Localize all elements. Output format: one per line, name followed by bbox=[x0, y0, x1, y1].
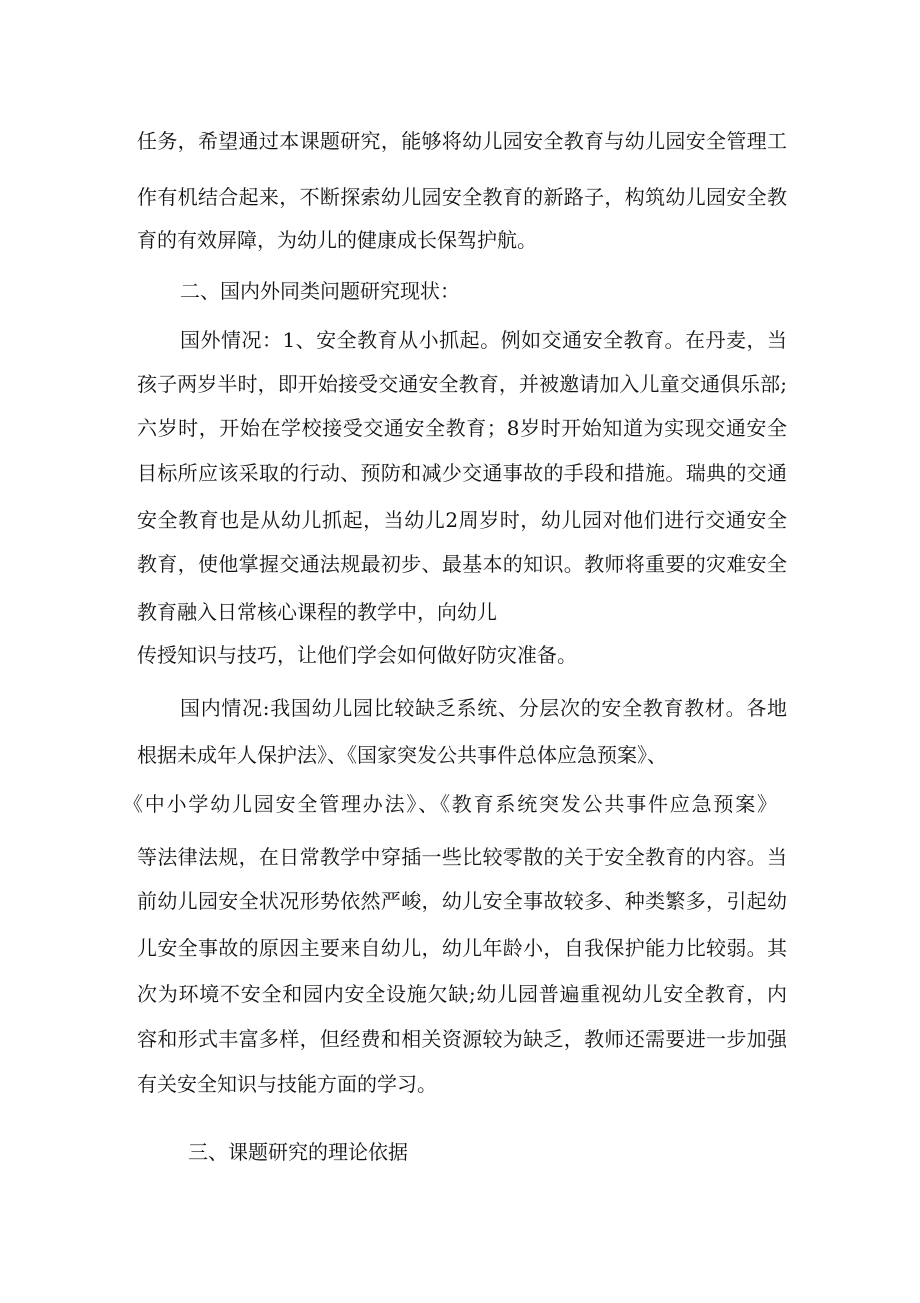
paragraph-line: 教育，使他掌握交通法规最初步、最基本的知识。教师将重要的灾难安全 bbox=[137, 552, 787, 576]
paragraph-line: 六岁时，开始在学校接受交通安全教育；8岁时开始知道为实现交通安全 bbox=[137, 416, 787, 440]
paragraph-line: 前幼儿园安全状况形势依然严峻，幼儿安全事故较多、种类繁多，引起幼 bbox=[137, 889, 787, 913]
paragraph-line: 安全教育也是从幼儿抓起，当幼儿2周岁时，幼儿园对他们进行交通安全 bbox=[137, 508, 787, 532]
paragraph-line: 国内情况:我国幼儿园比较缺乏系统、分层次的安全教育教材。各地 bbox=[180, 696, 787, 720]
paragraph-line: 《中小学幼儿园安全管理办法》、《教育系统突发公共事件应急预案》 bbox=[123, 792, 777, 816]
paragraph-line: 有关安全知识与技能方面的学习。 bbox=[137, 1072, 437, 1096]
paragraph-line: 次为环境不安全和园内安全设施欠缺;幼儿园普遍重视幼儿安全教育，内 bbox=[137, 982, 787, 1006]
paragraph-line: 传授知识与技巧，让他们学会如何做好防灾准备。 bbox=[137, 643, 577, 667]
paragraph-line: 任务，希望通过本课题研究，能够将幼儿园安全教育与幼儿园安全管理工 bbox=[137, 129, 787, 153]
paragraph-line: 作有机结合起来，不断探索幼儿园安全教育的新路子，构筑幼儿园安全教 bbox=[137, 185, 787, 209]
section-heading: 二、国内外同类问题研究现状： bbox=[180, 279, 460, 303]
paragraph-line: 容和形式丰富多样，但经费和相关资源较为缺乏，教师还需要进一步加强 bbox=[137, 1027, 787, 1051]
paragraph-line: 教育融入日常核心课程的教学中，向幼儿 bbox=[137, 600, 497, 624]
paragraph-line: 育的有效屏障，为幼儿的健康成长保驾护航。 bbox=[137, 228, 537, 252]
paragraph-line: 儿安全事故的原因主要来自幼儿，幼儿年龄小，自我保护能力比较弱。其 bbox=[137, 936, 787, 960]
paragraph-line: 根据未成年人保护法》、《国家突发公共事件总体应急预案》、 bbox=[137, 743, 667, 767]
paragraph-line: 孩子两岁半时，即开始接受交通安全教育，并被邀请加入儿童交通俱乐部; bbox=[137, 372, 787, 396]
paragraph-line: 国外情况：1、安全教育从小抓起。例如交通安全教育。在丹麦，当 bbox=[180, 328, 787, 352]
paragraph-line: 等法律法规，在日常教学中穿插一些比较零散的关于安全教育的内容。当 bbox=[137, 845, 787, 869]
section-heading: 三、课题研究的理论依据 bbox=[188, 1140, 408, 1164]
paragraph-line: 目标所应该采取的行动、预防和减少交通事故的手段和措施。瑞典的交通 bbox=[137, 461, 787, 485]
